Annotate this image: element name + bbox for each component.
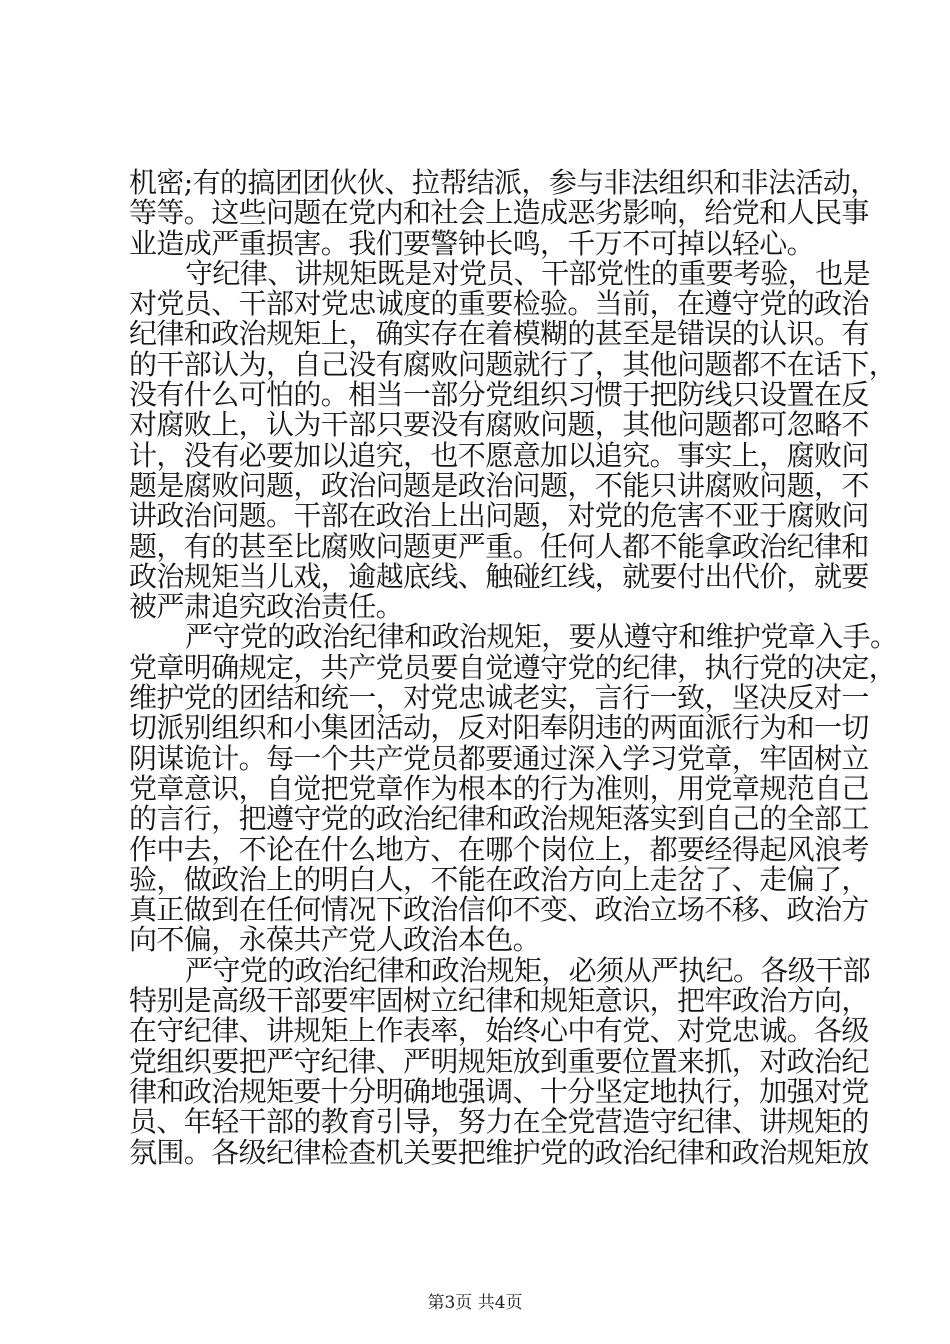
text-line: 机密;有的搞团团伙伙、拉帮结派，参与非法组织和非法活动， [129, 166, 878, 199]
text-line: 严守党的政治纪律和政治规矩，要从遵守和维护党章入手。 [185, 620, 898, 654]
text-line: 特别是高级干部要牢固树立纪律和规矩意识，把牢政治方向， [129, 984, 869, 1018]
text-line: 严守党的政治纪律和政治规矩，必须从严执纪。各级干部 [185, 953, 871, 987]
text-line: 计，没有必要加以追究，也不愿意加以追究。事实上，腐败问 [129, 438, 869, 472]
text-line: 讲政治问题。干部在政治上出问题，对党的危害不亚于腐败问 [129, 499, 869, 533]
text-line: 在守纪律、讲规矩上作表率，始终心中有党、对党忠诚。各级 [129, 1014, 869, 1048]
text-line: 党章意识，自觉把党章作为根本的行为准则，用党章规范自己 [129, 771, 869, 805]
body-text [129, 166, 898, 1169]
text-line: 题，有的甚至比腐败问题更严重。任何人都不能拿政治纪律和 [129, 529, 869, 563]
text-line: 没有什么可怕的。相当一部分党组织习惯于把防线只设置在反 [129, 378, 869, 412]
text-line: 切派别组织和小集团活动，反对阳奉阴违的两面派行为和一切 [129, 711, 869, 745]
text-line: 作中去，不论在什么地方、在哪个岗位上，都要经得起风浪考 [129, 832, 869, 866]
text-line: 对党员、干部对党忠诚度的重要检验。当前，在遵守党的政治 [129, 287, 869, 321]
text-line: 党组织要把严守纪律、严明规矩放到重要位置来抓，对政治纪 [129, 1044, 869, 1078]
text-line: 的干部认为，自己没有腐败问题就行了，其他问题都不在话下， [129, 347, 897, 381]
text-line: 被严肃追究政治责任。 [129, 590, 404, 624]
text-line: 真正做到在任何情况下政治信仰不变、政治立场不移、政治方 [129, 893, 869, 927]
text-line: 维护党的团结和统一，对党忠诚老实，言行一致，坚决反对一 [129, 681, 869, 715]
text-line: 员、年轻干部的教育引导，努力在全党营造守纪律、讲规矩的 [129, 1105, 869, 1139]
text-line: 业造成严重损害。我们要警钟长鸣，千万不可掉以轻心。 [129, 226, 815, 260]
text-line: 的言行，把遵守党的政治纪律和政治规矩落实到自己的全部工 [129, 802, 869, 836]
page-number-footer: 第3页 共4页 [427, 1293, 523, 1313]
text-line: 验，做政治上的明白人，不能在政治方向上走岔了、走偏了， [129, 862, 869, 896]
text-line: 纪律和政治规矩上，确实存在着模糊的甚至是错误的认识。有 [129, 317, 869, 351]
text-line: 党章明确规定，共产党员要自觉遵守党的纪律，执行党的决定， [129, 650, 897, 684]
text-line: 阴谋诡计。每一个共产党员都要通过深入学习党章，牢固树立 [129, 741, 869, 775]
text-line: 政治规矩当儿戏，逾越底线、触碰红线，就要付出代价，就要 [129, 559, 869, 593]
text-line: 氛围。各级纪律检查机关要把维护党的政治纪律和政治规矩放 [129, 1135, 869, 1169]
text-line: 守纪律、讲规矩既是对党员、干部党性的重要考验，也是 [185, 256, 871, 290]
text-line: 题是腐败问题，政治问题是政治问题，不能只讲腐败问题，不 [129, 468, 869, 502]
text-line: 等等。这些问题在党内和社会上造成恶劣影响，给党和人民事 [129, 196, 869, 230]
text-line: 对腐败上，认为干部只要没有腐败问题，其他问题都可忽略不 [129, 408, 869, 442]
text-line: 向不偏，永葆共产党人政治本色。 [129, 923, 541, 957]
text-line: 律和政治规矩要十分明确地强调、十分坚定地执行，加强对党 [129, 1074, 869, 1108]
